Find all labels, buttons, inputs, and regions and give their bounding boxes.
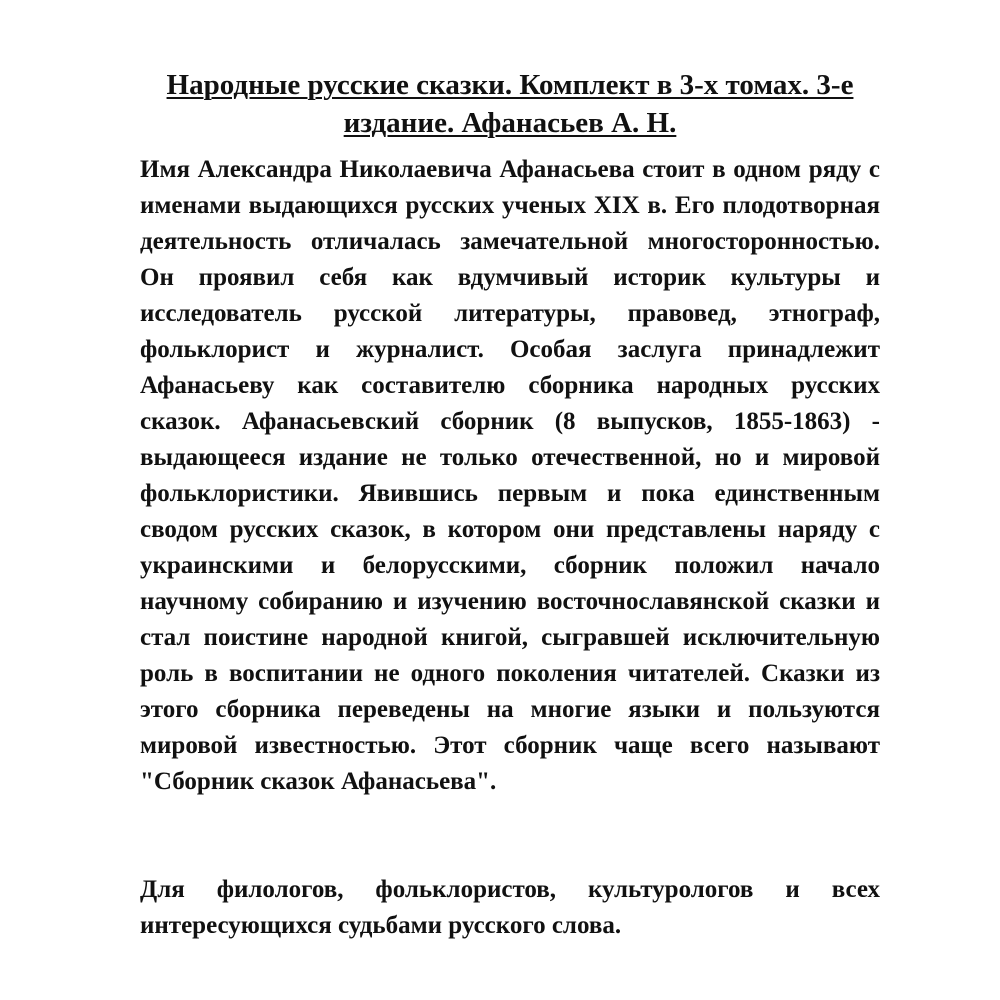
audience-paragraph: Для филологов, фольклористов, культурологов и всех интересующихся судьбами русского слова. xyxy=(140,876,880,939)
document-title: Народные русские сказки. Комплект в 3-х томах. 3-е издание. Афанасьев А. Н. xyxy=(166,69,854,139)
description-paragraph: Имя Александра Николаевича Афанасьева стоит в одном ряду с именами выдающихся русских ученых XIX в. Его плодотворная деятельность отличалась замечательной многосторонностью. Он проявил себя как вдумчивый историк культуры и исследователь русской литературы, правовед, этнограф, фольклорист и журналист. Особая заслуга принадлежит Афанасьеву как составителю сборника народных русских сказок. Афанасьевский сборник (8 выпусков, 1855-1863) - выдающееся издание не только отечественной, но и мировой фольклористики. Явившись первым и пока единственным сводом русских сказок, в котором они представлены наряду с украинскими и белорусскими, сборник положил начало научному собиранию и изучению восточнославянской сказки и стал поистине народной книгой, сыгравшей исключительную роль в воспитании не одного поколения читателей. Сказки из этого сборника переведены на многие языки и пользуются мировой известностью. Этот сборник чаще всего называют "Сборник сказок Афанасьева". xyxy=(140,156,880,795)
